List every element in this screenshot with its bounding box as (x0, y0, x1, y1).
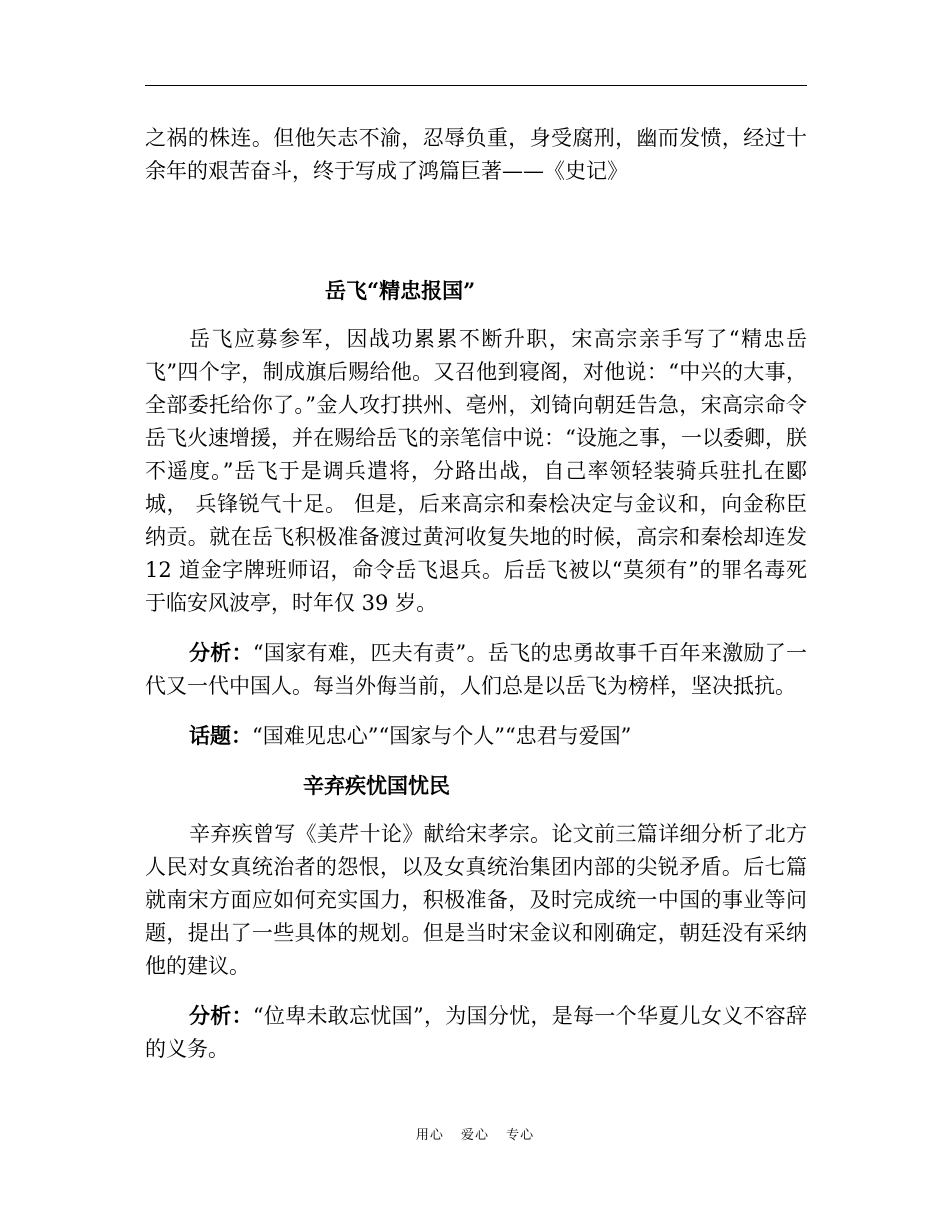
footer-word: 用心 (415, 1128, 444, 1143)
story-paragraph-yuefei: 岳飞应募参军，因战功累累不断升职，宋高宗亲手写了“精忠岳飞”四个字，制成旗后赐给他。又召他到寝阁，对他说：“中兴的大事，全部委托给你了。”金人攻打拱州、亳州，刘锜向朝廷告急，宋高宗命令岳飞火速增援，并在赐给岳飞的亲笔信中说：“设施之事，一以委卿，朕不遥度。”岳飞于是调兵遣将，分路出战，自己率领轻装骑兵驻扎在郾城， 兵锋锐气十足。 但是，后来高宗和秦桧决定与金议和，向金称臣纳贡。就在岳飞积极准备渡过黄河收复失地的时候，高宗和秦桧却连发 12 道金字牌班师诏，命令岳飞退兵。后岳飞被以“莫须有”的罪名毒死于临安风波亭，时年仅 39 岁。 (145, 327, 807, 615)
footer-word: 爱心 (460, 1128, 489, 1143)
page-footer (0, 1124, 950, 1143)
section-title-yuefei: 岳飞“精忠报国” (325, 278, 476, 303)
analysis-paragraph-yuefei (145, 636, 807, 703)
analysis-label: 分析： (189, 1003, 253, 1028)
story-paragraph-xinqiji: 辛弃疾曾写《美芹十论》献给宋孝宗。论文前三篇详细分析了北方人民对女真统治者的怨恨，以及女真统治集团内部的尖锐矛盾。后七篇就南宋方面应如何充实国力，积极准备，及时完成统一中国的事业等问题，提出了一些具体的规划。但是当时宋金议和刚确定，朝廷没有采纳他的建议。 (145, 822, 807, 978)
intro-paragraph: 之祸的株连。但他矢志不渝，忍辱负重，身受腐刑，幽而发愤，经过十余年的艰苦奋斗，终于写成了鸿篇巨著——《史记》 (145, 126, 807, 183)
header-rule (145, 85, 807, 86)
topic-label: 话题： (189, 723, 252, 748)
topic-text: “国难见忠心”“国家与个人”“忠君与爱国” (252, 724, 632, 748)
document-body (145, 122, 807, 1066)
topic-paragraph-yuefei (145, 719, 807, 753)
analysis-text: “国家有难，匹夫有责”。岳飞的忠勇故事千百年来激励了一代又一代中国人。每当外侮当前，人们总是以岳飞为榜样，坚决抵抗。 (145, 641, 807, 698)
analysis-paragraph-xinqiji (145, 999, 807, 1066)
analysis-label: 分析： (189, 640, 253, 665)
section-title-xinqiji: 辛弃疾忧国忧民 (303, 773, 450, 798)
footer-word: 专心 (506, 1128, 535, 1143)
analysis-text: “位卑未敢忘忧国”，为国分忧，是每一个华夏儿女义不容辞的义务。 (145, 1004, 807, 1061)
